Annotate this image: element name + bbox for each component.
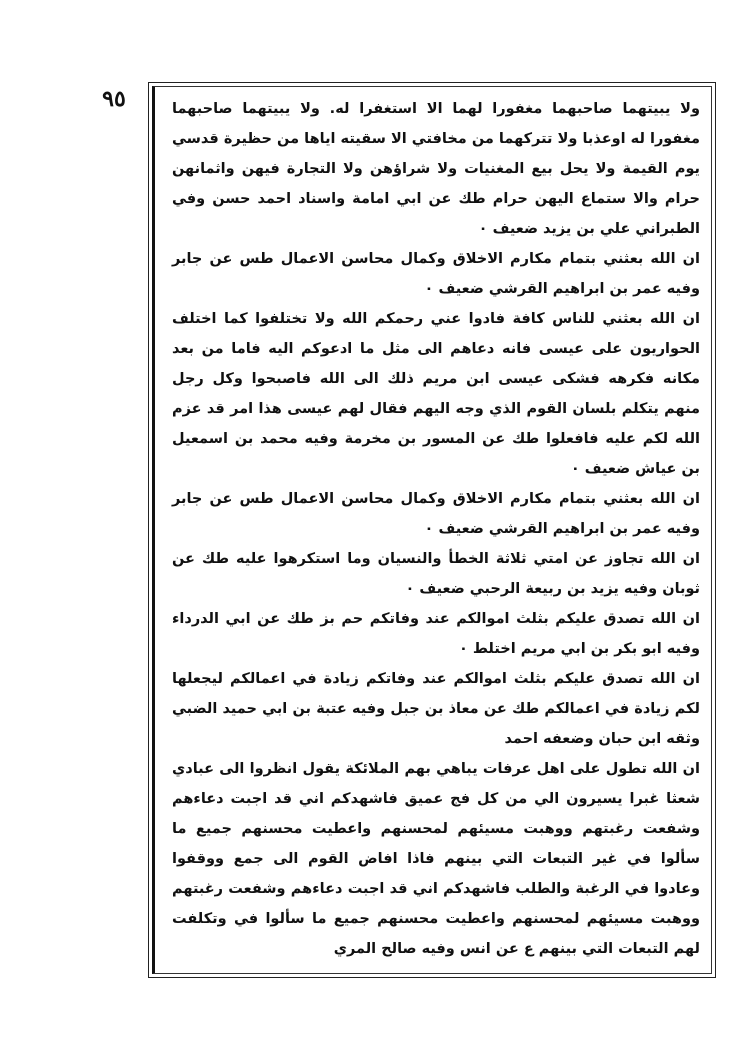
paragraph: ان الله تجاوز عن امتي ثلاثة الخطأ والنسيان وما استكرهوا عليه طك عن ثوبان وفيه يزيد بن ربيعة الرحبي ضعيف ٠	[172, 551, 700, 598]
paragraph: ان الله تصدق عليكم بثلث اموالكم عند وفاتكم زيادة في اعمالكم ليجعلها لكم زيادة في اعمالكم طك عن معاذ بن جبل وفيه عتبة بن ابي حميد الضبي وثقه ابن حبان وضعفه احمد	[172, 671, 700, 748]
paragraph: ان الله بعثني بتمام مكارم الاخلاق وكمال محاسن الاعمال طس عن جابر وفيه عمر بن ابراهيم القرشي ضعيف ٠	[172, 491, 700, 538]
manuscript-text-block	[172, 94, 700, 964]
paragraph: ان الله بعثني للناس كافة فادوا عني رحمكم الله ولا تختلفوا كما اختلف الحواريون على عيسى فانه دعاهم الى مثل ما ادعوكم اليه فاما من بعد مكانه فكرهه فشكى عيسى ابن مريم ذلك الى الله فاصبحوا وكل رجل منهم يتكلم بلسان القوم الذي وجه اليهم فقال لهم عيسى هذا امر قد عزم الله لكم عليه فافعلوا طك عن المسور بن مخرمة وفيه محمد بن اسمعيل بن عياش ضعيف ٠	[172, 311, 700, 478]
folio-number: ٩٥	[102, 86, 126, 112]
paragraph: ولا يبيتهما صاحبهما مغفورا لهما الا استغفرا له. ولا يبيتهما صاحبهما مغفورا له اوعذبا ولا تتركهما من مخافتي الا سقيته اياها من حظيرة قدسي يوم القيمة ولا يحل بيع المغنيات ولا شراؤهن ولا التجارة فيهن واثمانهن حرام والا ستماع اليهن حرام طك عن ابي امامة واسناد احمد حسن وفي الطبراني علي بن يزيد ضعيف ٠	[172, 101, 700, 238]
paragraph: ان الله تصدق عليكم بثلث اموالكم عند وفاتكم حم بز طك عن ابي الدرداء وفيه ابو بكر بن ابي مريم اختلط ٠	[172, 611, 700, 658]
paragraph: ان الله تطول على اهل عرفات يباهي بهم الملائكة يقول انظروا الى عبادي شعثا غبرا يسيرون الي من كل فج عميق فاشهدكم اني قد اجبت دعاءهم وشفعت رغبتهم ووهبت مسيئهم لمحسنهم واعطيت محسنهم جميع ما سألوا في غير التبعات التي بينهم فاذا افاض القوم الى جمع ووقفوا وعادوا في الرغبة والطلب فاشهدكم اني قد اجبت دعاءهم وشفعت رغبتهم ووهبت مسيئهم لمحسنهم واعطيت محسنهم جميع ما سألوا في وتكلفت لهم التبعات التي بينهم ع عن انس وفيه صالح المري	[172, 761, 700, 958]
paragraph: ان الله بعثني بتمام مكارم الاخلاق وكمال محاسن الاعمال طس عن جابر وفيه عمر بن ابراهيم القرشي ضعيف ٠	[172, 251, 700, 298]
